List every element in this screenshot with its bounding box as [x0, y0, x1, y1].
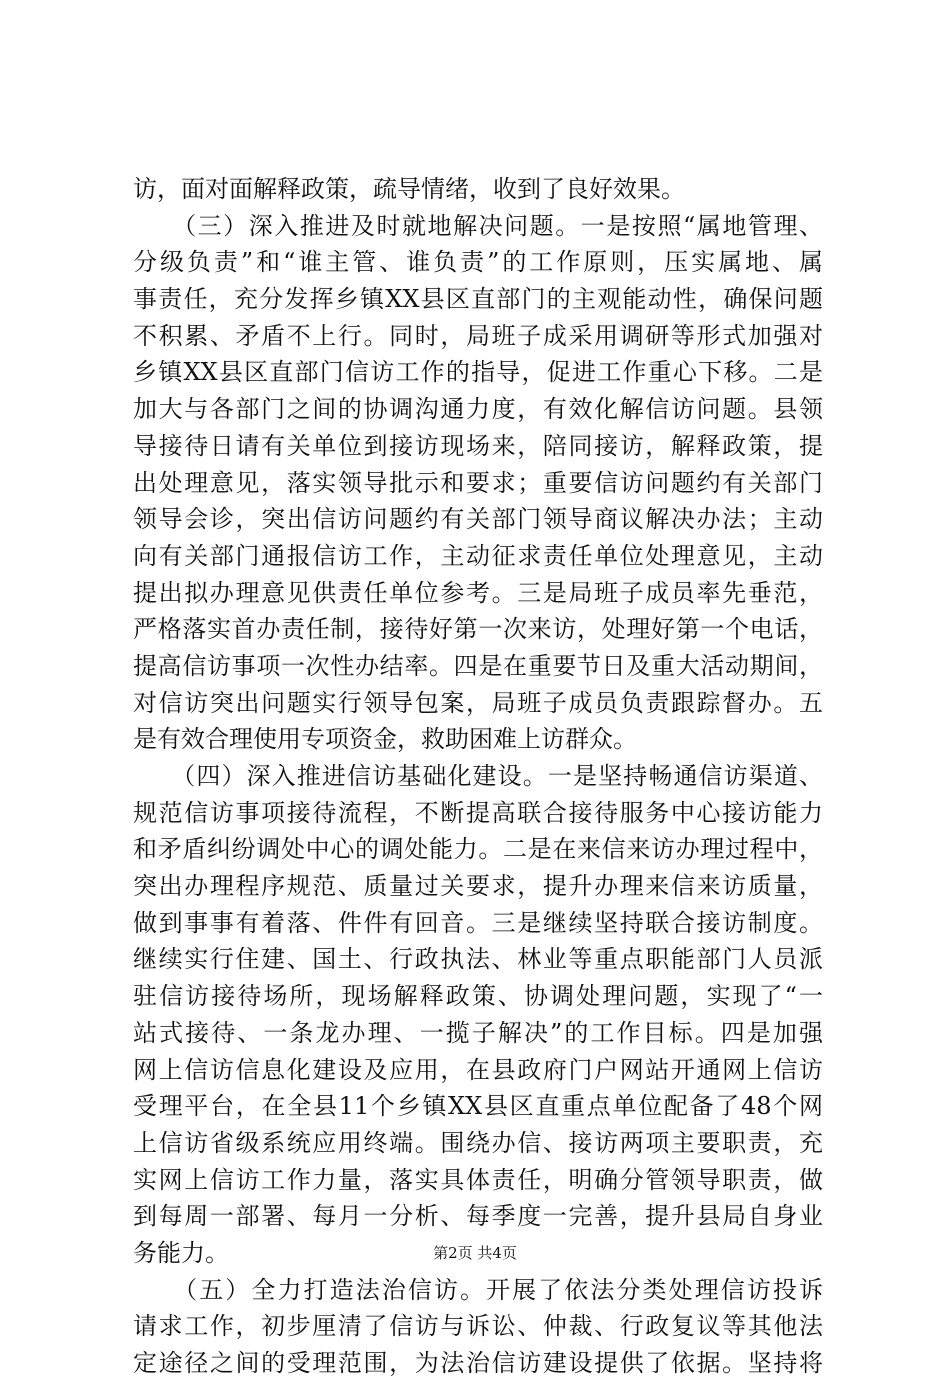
text-line: 网上信访信息化建设及应用，在县政府门户网站开通网上信访: [133, 1055, 823, 1084]
text-line: 驻信访接待场所，现场解释政策、协调处理问题，实现了“一: [133, 982, 823, 1011]
text-line: 严格落实首办责任制，接待好第一次来访，处理好第一个电话，: [133, 615, 823, 644]
text-line: 领导会诊，突出信访问题约有关部门领导商议解决办法；主动: [133, 505, 823, 534]
text-line: 突出办理程序规范、质量过关要求，提升办理来信来访质量，: [133, 872, 823, 901]
text-line: 受理平台，在全县11个乡镇XX县区直重点单位配备了48个网: [133, 1092, 823, 1121]
text-line: 定途径之间的受理范围，为法治信访建设提供了依据。坚持将: [133, 1349, 823, 1377]
text-line: 分级负责”和“谁主管、谁负责”的工作原则，压实属地、属: [133, 248, 823, 277]
text-line: 提出拟办理意见供责任单位参考。三是局班子成员率先垂范，: [133, 578, 823, 607]
text-line: （三）深入推进及时就地解决问题。一是按照“属地管理、: [133, 211, 823, 240]
text-line: 不积累、矛盾不上行。同时，局班子成采用调研等形式加强对: [133, 321, 823, 350]
text-line: 务能力。: [133, 1238, 229, 1267]
text-line: 到每周一部署、每月一分析、每季度一完善，提升县局自身业: [133, 1202, 823, 1231]
text-line: 和矛盾纠纷调处中心的调处能力。二是在来信来访办理过程中，: [133, 835, 823, 864]
text-line: 站式接待、一条龙办理、一揽子解决”的工作目标。四是加强: [133, 1018, 823, 1047]
text-line: （四）深入推进信访基础化建设。一是坚持畅通信访渠道、: [133, 762, 823, 790]
text-line: 事责任，充分发挥乡镇XX县区直部门的主观能动性，确保问题: [133, 285, 823, 314]
text-line: （五）全力打造法治信访。开展了依法分类处理信访投诉: [133, 1275, 823, 1304]
page-footer: 第2页 共4页: [433, 1244, 517, 1262]
text-line: 乡镇XX县区直部门信访工作的指导，促进工作重心下移。二是: [133, 358, 823, 387]
text-line: 实网上信访工作力量，落实具体责任，明确分管领导职责，做: [133, 1165, 823, 1194]
text-line: 上信访省级系统应用终端。围绕办信、接访两项主要职责，充: [133, 1128, 823, 1157]
text-line: 提高信访事项一次性办结率。四是在重要节日及重大活动期间，: [133, 651, 823, 680]
text-line: 访，面对面解释政策，疏导情绪，收到了良好效果。: [133, 175, 685, 203]
document-body: [133, 171, 823, 1382]
text-line: 继续实行住建、国土、行政执法、林业等重点职能部门人员派: [133, 945, 823, 974]
text-line: 是有效合理使用专项资金，救助困难上访群众。: [133, 725, 637, 754]
text-line: 向有关部门通报信访工作，主动征求责任单位处理意见，主动: [133, 541, 823, 570]
text-line: 规范信访事项接待流程，不断提高联合接待服务中心接访能力: [133, 798, 823, 827]
text-line: 做到事事有着落、件件有回音。三是继续坚持联合接访制度。: [133, 908, 823, 937]
text-line: 导接待日请有关单位到接访现场来，陪同接访，解释政策，提: [133, 431, 823, 460]
text-line: 加大与各部门之间的协调沟通力度，有效化解信访问题。县领: [133, 395, 823, 424]
text-line: 出处理意见，落实领导批示和要求；重要信访问题约有关部门: [133, 468, 823, 497]
text-line: 对信访突出问题实行领导包案，局班子成员负责跟踪督办。五: [133, 688, 823, 717]
text-line: 请求工作，初步厘清了信访与诉讼、仲裁、行政复议等其他法: [133, 1312, 823, 1341]
